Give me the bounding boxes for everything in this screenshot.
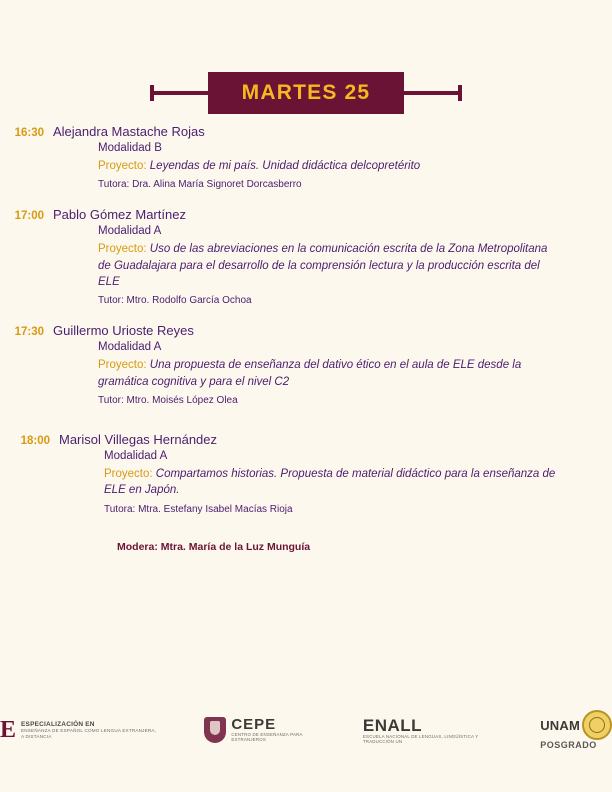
project-title: Leyendas de mi país. Unidad didáctica delcopretérito [149, 160, 421, 172]
entry-body [98, 341, 560, 406]
entry-header [0, 432, 612, 447]
logo-subtitle: ESCUELA NACIONAL DE LENGUAS, LINGÜÍSTICA Y TRADUCCIÓN UN [362, 733, 479, 744]
entry-tutor: Tutora: Mtra. Estefany Isabel Macías Rioja [104, 503, 293, 515]
page-title: MARTES 25 [208, 72, 405, 114]
logo-title: CEPE [231, 715, 277, 733]
entry-project [98, 241, 560, 290]
entry-presenter: Guillermo Urioste Reyes [53, 323, 194, 339]
monogram-icon: E [0, 717, 17, 743]
page-header [0, 72, 612, 114]
project-title: Compartamos historias. Propuesta de material didáctico para la enseñanza de ELE en Japón. [104, 467, 556, 497]
entry-time: 16:30 [14, 127, 44, 139]
entry-tutor: Tutor: Mtro. Moisés López Olea [98, 394, 238, 406]
entry-header [0, 124, 612, 139]
entry-modalidad: Modalidad B [98, 142, 162, 154]
schedule-entry [0, 207, 612, 306]
schedule-entry [0, 432, 612, 515]
project-label: Proyecto: [98, 160, 147, 172]
logo-especializacion [0, 718, 160, 742]
entry-project [98, 357, 560, 390]
project-title: Una propuesta de enseñanza del dativo ético en el aula de ELE desde la gramática cognitiva y para el nivel C2 [98, 359, 522, 388]
entry-presenter: Marisol Villegas Hernández [59, 431, 218, 447]
logo-enall [363, 716, 496, 745]
entry-project [104, 466, 560, 499]
entry-body [98, 225, 560, 306]
entry-tutor: Tutora: Dra. Alina María Signoret Dorcasberro [98, 179, 302, 191]
entry-tutor: Tutor: Mtro. Rodolfo García Ochoa [98, 295, 252, 307]
entry-project [98, 158, 560, 174]
entry-time: 17:30 [14, 326, 44, 339]
project-label: Proyecto: [98, 243, 147, 256]
entry-modalidad: Modalidad A [98, 225, 162, 238]
entry-modalidad: Modalidad A [98, 341, 162, 354]
moderator-line: Modera: Mtra. María de la Luz Munguía [117, 540, 311, 553]
project-title: Uso de las abreviaciones en la comunicación escrita de la Zona Metropolitana de Guadalajara para el desarrollo de la comprensión lectura y la producción escrita del ELE [98, 243, 548, 288]
schedule-list [0, 124, 612, 553]
logo-subtitle: ENSEÑANZA DE ESPAÑOL COMO LENGUA EXTRANJERA, A DISTANCIA [21, 728, 157, 739]
unam-seal-icon [582, 710, 612, 740]
logo-cepe [204, 717, 319, 744]
entry-time: 17:00 [14, 210, 44, 223]
entry-modalidad: Modalidad A [104, 449, 168, 462]
entry-body [98, 142, 560, 190]
logo-subtitle: CENTRO DE ENSEÑANZA PARA EXTRANJEROS [231, 732, 303, 743]
entry-header [0, 323, 612, 338]
footer-logos [0, 710, 612, 750]
logo-unam-posgrado [540, 710, 612, 750]
logo-title: UNAM [540, 717, 580, 733]
header-rule-right [404, 91, 462, 95]
project-label: Proyecto: [98, 359, 147, 372]
logo-subtitle: POSGRADO [540, 740, 597, 750]
project-label: Proyecto: [104, 467, 153, 480]
entry-presenter: Alejandra Mastache Rojas [53, 124, 205, 139]
entry-time: 18:00 [20, 434, 50, 447]
header-rule-left [150, 91, 208, 95]
entry-header [0, 207, 612, 222]
entry-presenter: Pablo Gómez Martínez [53, 207, 186, 223]
shield-icon [204, 717, 226, 743]
logo-title: ENALL [362, 715, 423, 735]
logo-title: ESPECIALIZACIÓN EN [21, 721, 95, 729]
schedule-entry [0, 124, 612, 190]
schedule-entry [0, 323, 612, 406]
entry-body [104, 450, 560, 515]
